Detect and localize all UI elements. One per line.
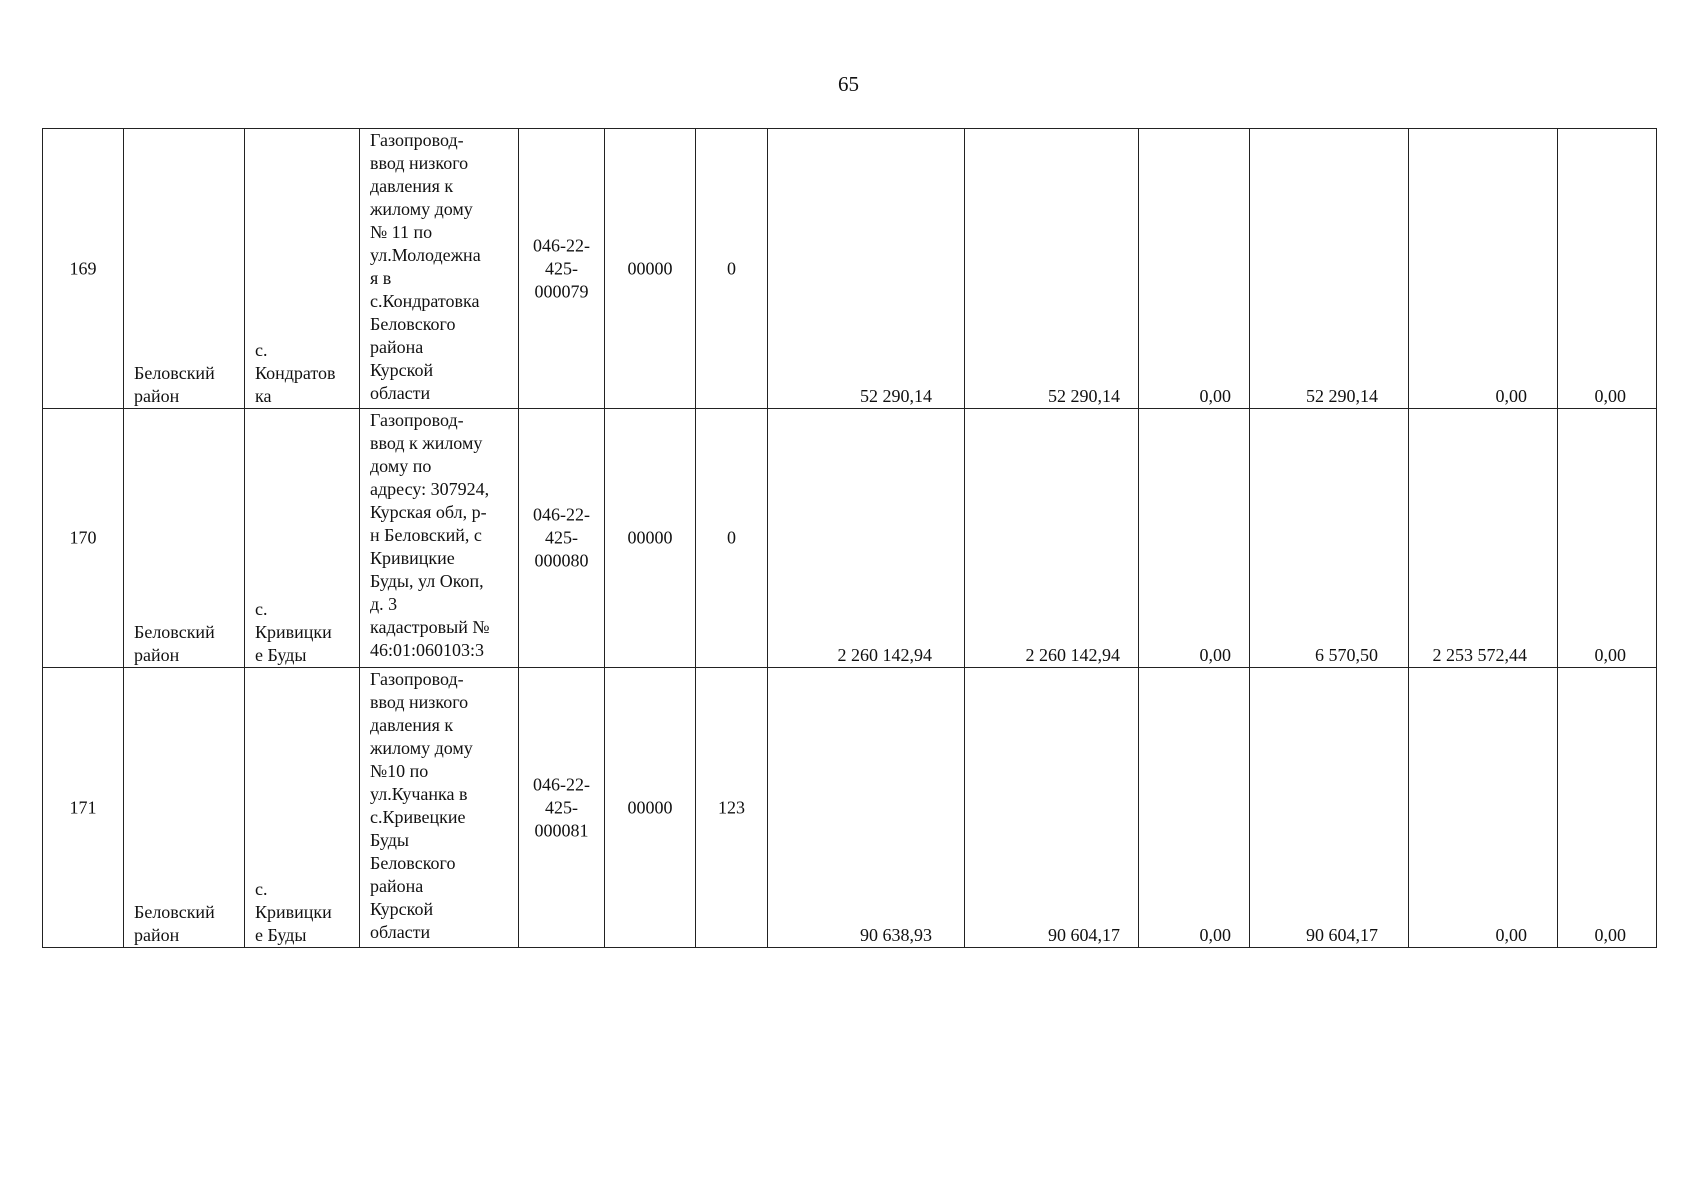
value-2: 52 290,14 bbox=[1048, 386, 1120, 406]
value-4: 6 570,50 bbox=[1315, 645, 1378, 665]
district-cell bbox=[124, 409, 245, 668]
object-name-cell bbox=[360, 668, 519, 948]
count-field: 0 bbox=[727, 258, 736, 278]
value-5-cell bbox=[1409, 668, 1558, 948]
locality-cell bbox=[245, 129, 360, 409]
registry-table bbox=[42, 128, 1657, 948]
table-row bbox=[43, 129, 1657, 409]
district-line: Беловский bbox=[134, 622, 215, 642]
object-name-line: я в bbox=[370, 268, 392, 288]
district bbox=[134, 362, 242, 408]
registry-code-line: 425- bbox=[545, 797, 578, 817]
value-1: 2 260 142,94 bbox=[837, 645, 932, 665]
object-name-line: №10 по bbox=[370, 761, 429, 781]
locality-line: с. bbox=[255, 340, 268, 360]
object-name-line: жилому дому bbox=[370, 738, 473, 758]
object-name-line: давления к bbox=[370, 715, 454, 735]
value-6: 0,00 bbox=[1594, 645, 1626, 665]
locality-cell bbox=[245, 409, 360, 668]
object-name bbox=[370, 668, 516, 944]
locality-line: е Буды bbox=[255, 645, 307, 665]
row-number: 171 bbox=[69, 797, 97, 817]
value-6-cell bbox=[1558, 409, 1657, 668]
district-line: Беловский bbox=[134, 902, 215, 922]
value-4-cell bbox=[1250, 668, 1409, 948]
locality bbox=[255, 339, 357, 408]
count-field: 123 bbox=[718, 797, 745, 817]
locality-cell bbox=[245, 668, 360, 948]
value-1: 90 638,93 bbox=[860, 925, 932, 945]
table-row bbox=[43, 409, 1657, 668]
district-cell bbox=[124, 668, 245, 948]
object-name-line: 46:01:060103:3 bbox=[370, 640, 485, 660]
registry-code-line: 046-22- bbox=[533, 504, 590, 525]
value-5: 0,00 bbox=[1495, 925, 1527, 945]
locality-line: с. bbox=[255, 599, 268, 619]
value-6-cell bbox=[1558, 668, 1657, 948]
object-name-line: дому по bbox=[370, 456, 432, 476]
object-name-line: Курской bbox=[370, 360, 434, 380]
object-name bbox=[370, 129, 516, 405]
registry-code-line: 425- bbox=[545, 258, 578, 278]
value-5-cell bbox=[1409, 409, 1558, 668]
object-name-line: области bbox=[370, 383, 431, 403]
value-3-cell bbox=[1139, 409, 1250, 668]
value-5: 2 253 572,44 bbox=[1432, 645, 1527, 665]
object-name-cell bbox=[360, 129, 519, 409]
row-number: 169 bbox=[69, 258, 97, 278]
value-1-cell bbox=[768, 668, 965, 948]
registry-code-cell bbox=[519, 409, 605, 668]
value-2: 2 260 142,94 bbox=[1025, 645, 1120, 665]
row-number-cell bbox=[43, 129, 124, 409]
district-line: район bbox=[134, 925, 180, 945]
object-name-line: д. 3 bbox=[370, 594, 398, 614]
object-name-line: Курская обл, р- bbox=[370, 502, 487, 522]
object-name-line: Газопровод- bbox=[370, 410, 464, 430]
object-name bbox=[370, 409, 516, 662]
object-name-line: ввод низкого bbox=[370, 692, 469, 712]
object-name-line: ввод к жилому bbox=[370, 433, 483, 453]
object-name-line: жилому дому bbox=[370, 199, 473, 219]
locality bbox=[255, 598, 357, 667]
registry-code bbox=[519, 773, 604, 842]
district bbox=[134, 901, 242, 947]
locality-line: с. bbox=[255, 879, 268, 899]
object-name-cell bbox=[360, 409, 519, 668]
object-name-line: н Беловский, с bbox=[370, 525, 482, 545]
registry-code-line: 000079 bbox=[534, 281, 589, 301]
object-name-line: кадастровый № bbox=[370, 617, 490, 637]
object-name-line: давления к bbox=[370, 176, 454, 196]
count-field: 0 bbox=[727, 527, 736, 548]
object-name-line: района bbox=[370, 876, 424, 896]
code-field: 00000 bbox=[627, 258, 673, 278]
value-1: 52 290,14 bbox=[860, 386, 932, 406]
object-name-line: Кривицкие bbox=[370, 548, 455, 568]
locality-line: Кривицки bbox=[255, 622, 332, 642]
value-2-cell bbox=[965, 129, 1139, 409]
row-number-cell bbox=[43, 409, 124, 668]
value-2-cell bbox=[965, 409, 1139, 668]
registry-code bbox=[519, 234, 604, 303]
locality-line: Кондратов bbox=[255, 363, 336, 383]
registry-code-cell bbox=[519, 129, 605, 409]
locality bbox=[255, 878, 357, 947]
object-name-line: Курской bbox=[370, 899, 434, 919]
locality-line: Кривицки bbox=[255, 902, 332, 922]
object-name-line: с.Кривецкие bbox=[370, 807, 466, 827]
object-name-line: ул.Молодежна bbox=[370, 245, 481, 265]
code-field-cell bbox=[605, 409, 696, 668]
value-6: 0,00 bbox=[1594, 925, 1626, 945]
object-name-line: Беловского bbox=[370, 314, 456, 334]
district-line: Беловский bbox=[134, 363, 215, 383]
registry-code-line: 046-22- bbox=[533, 774, 590, 794]
object-name-line: Буды bbox=[370, 830, 410, 850]
locality-line: ка bbox=[255, 386, 272, 406]
code-field: 00000 bbox=[627, 797, 673, 817]
registry-code-line: 000081 bbox=[534, 820, 589, 840]
value-3-cell bbox=[1139, 129, 1250, 409]
value-2: 90 604,17 bbox=[1048, 925, 1120, 945]
table-row bbox=[43, 668, 1657, 948]
registry-code-line: 046-22- bbox=[533, 235, 590, 255]
count-field-cell bbox=[696, 409, 768, 668]
value-3: 0,00 bbox=[1199, 386, 1231, 406]
value-3-cell bbox=[1139, 668, 1250, 948]
value-1-cell bbox=[768, 409, 965, 668]
object-name-line: района bbox=[370, 337, 424, 357]
object-name-line: № 11 по bbox=[370, 222, 433, 242]
value-3: 0,00 bbox=[1199, 645, 1231, 665]
object-name-line: Беловского bbox=[370, 853, 456, 873]
row-number-cell bbox=[43, 668, 124, 948]
object-name-line: Буды, ул Окоп, bbox=[370, 571, 484, 591]
row-number: 170 bbox=[69, 527, 97, 548]
page-number: 65 bbox=[838, 72, 859, 96]
registry-code-cell bbox=[519, 668, 605, 948]
object-name-line: Газопровод- bbox=[370, 669, 464, 689]
registry-code bbox=[519, 504, 604, 573]
object-name-line: с.Кондратовка bbox=[370, 291, 480, 311]
value-5: 0,00 bbox=[1495, 386, 1527, 406]
value-4-cell bbox=[1250, 129, 1409, 409]
district bbox=[134, 621, 242, 667]
value-3: 0,00 bbox=[1199, 925, 1231, 945]
value-4-cell bbox=[1250, 409, 1409, 668]
value-4: 90 604,17 bbox=[1306, 925, 1378, 945]
value-6-cell bbox=[1558, 129, 1657, 409]
object-name-line: Газопровод- bbox=[370, 130, 464, 150]
object-name-line: ул.Кучанка в bbox=[370, 784, 468, 804]
count-field-cell bbox=[696, 668, 768, 948]
value-1-cell bbox=[768, 129, 965, 409]
value-4: 52 290,14 bbox=[1306, 386, 1378, 406]
object-name-line: ввод низкого bbox=[370, 153, 469, 173]
code-field-cell bbox=[605, 129, 696, 409]
district-line: район bbox=[134, 645, 180, 665]
registry-code-line: 000080 bbox=[534, 550, 589, 571]
value-2-cell bbox=[965, 668, 1139, 948]
object-name-line: адресу: 307924, bbox=[370, 479, 490, 499]
code-field: 00000 bbox=[627, 527, 673, 548]
registry-code-line: 425- bbox=[545, 527, 578, 548]
value-5-cell bbox=[1409, 129, 1558, 409]
count-field-cell bbox=[696, 129, 768, 409]
value-6: 0,00 bbox=[1594, 386, 1626, 406]
object-name-line: области bbox=[370, 922, 431, 942]
code-field-cell bbox=[605, 668, 696, 948]
district-cell bbox=[124, 129, 245, 409]
locality-line: е Буды bbox=[255, 925, 307, 945]
district-line: район bbox=[134, 386, 180, 406]
